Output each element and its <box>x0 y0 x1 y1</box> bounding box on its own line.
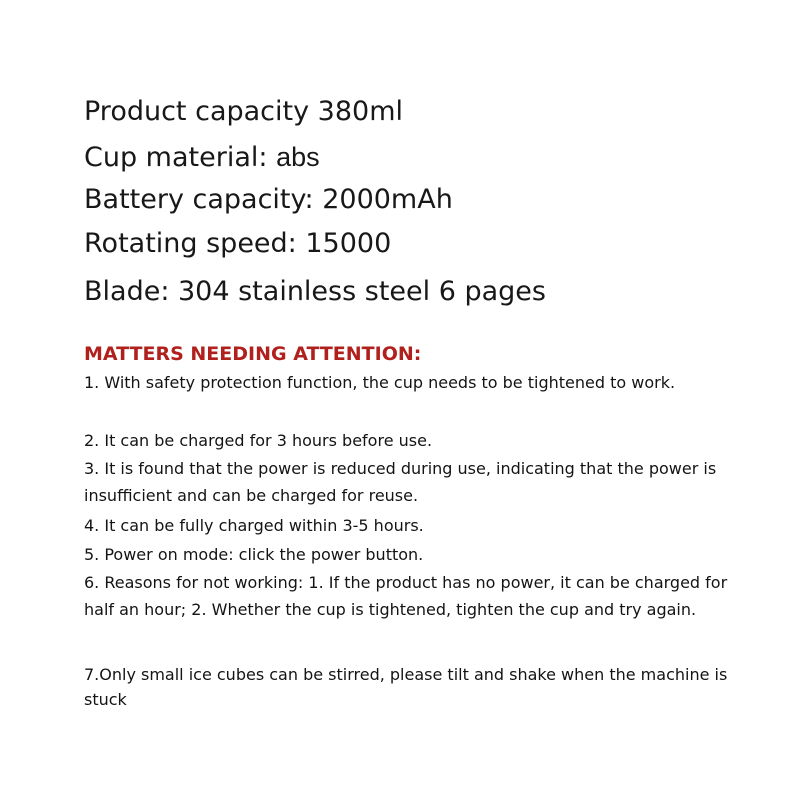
spec-material-label: Cup material: <box>84 142 268 173</box>
attention-item-7: 7.Only small ice cubes can be stirred, please tilt and shake when the machine is stuck <box>84 665 728 709</box>
spec-blade: Blade: 304 stainless steel 6 pages <box>84 276 546 307</box>
spec-material <box>84 141 320 174</box>
spec-speed: Rotating speed: 15000 <box>84 228 392 259</box>
attention-item-2: 2. It can be charged for 3 hours before use. <box>84 431 433 450</box>
attention-item-5: 5. Power on mode: click the power button. <box>84 545 424 564</box>
attention-item-3: 3. It is found that the power is reduced during use, indicating that the power is insufficient and can be charged for reuse. <box>84 459 717 505</box>
attention-item-1: 1. With safety protection function, the cup needs to be tightened to work. <box>84 373 676 392</box>
attention-item-4: 4. It can be fully charged within 3-5 hours. <box>84 516 424 535</box>
attention-item-6: 6. Reasons for not working: 1. If the product has no power, it can be charged for half an hour; 2. Whether the cup is tightened, tighten the cup and try again. <box>84 573 728 619</box>
attention-title: MATTERS NEEDING ATTENTION: <box>84 343 422 365</box>
spec-battery: Battery capacity: 2000mAh <box>84 184 453 215</box>
spec-capacity: Product capacity 380ml <box>84 96 404 127</box>
spec-material-value: abs <box>276 142 320 172</box>
